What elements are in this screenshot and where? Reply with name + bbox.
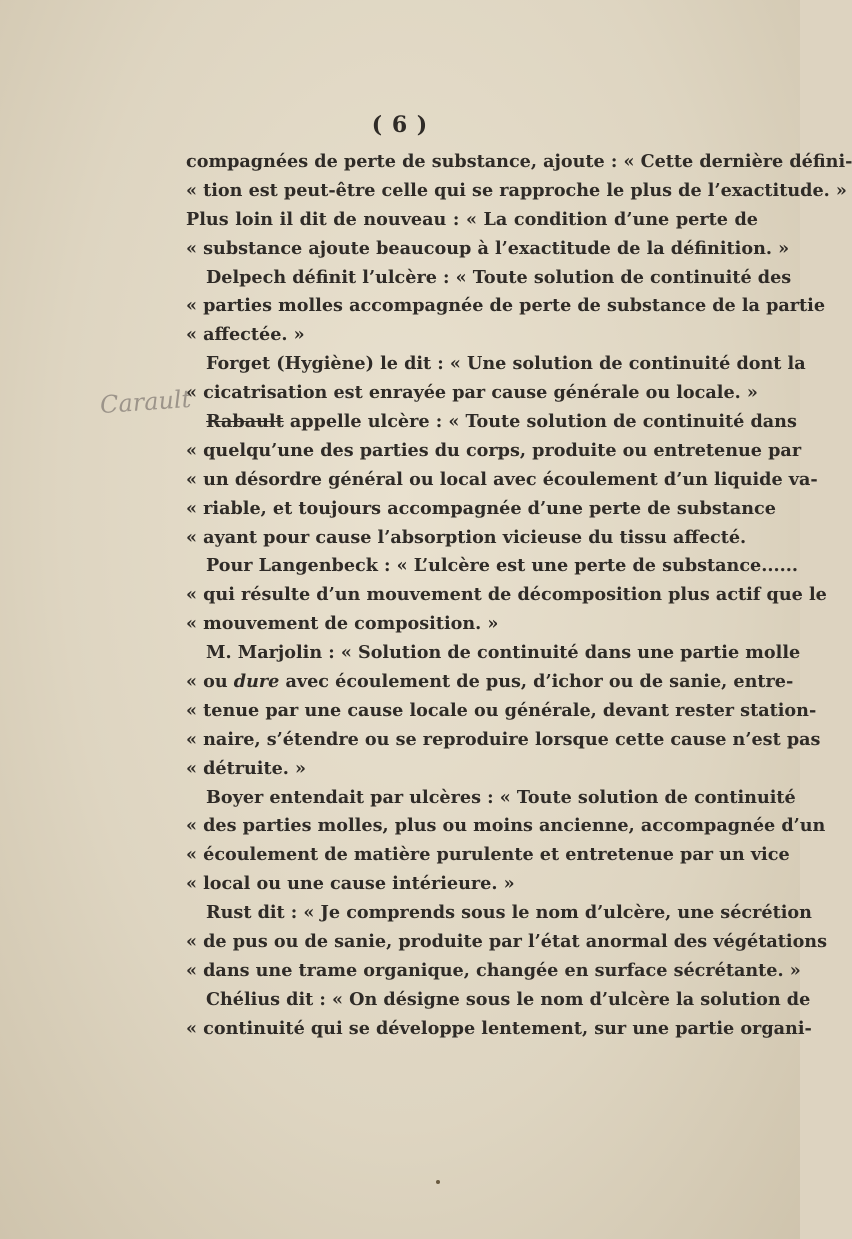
line-text: Delpech définit l’ulcère : « Toute solution de continuité des [206,266,792,288]
text-line [186,784,796,813]
text-line [186,639,801,668]
text-line [186,610,758,639]
line-text: « tenue par une cause locale ou générale, devant rester station- [186,699,817,721]
line-text: « de pus ou de sanie, produite par l’état anormal des végétations [186,931,827,953]
line-text: Chélius dit : « On désigne sous le nom d’ulcère la solution de [206,988,811,1010]
line-text: « naire, s’étendre ou se reproduire lorsque cette cause n’est pas [186,728,821,750]
line-text: « parties molles accompagnée de perte de substance de la partie [186,295,826,317]
text-line [186,552,799,581]
text-line [186,495,776,524]
line-text: appelle ulcère : « Toute solution de continuité dans [283,411,797,433]
line-text: avec écoulement de pus, d’ichor ou de sanie, entre- [279,671,794,693]
handwritten-margin-note: Carault [99,384,193,420]
text-line [186,581,827,610]
italic-word: dure [233,671,280,693]
line-text: « écoulement de matière purulente et entretenue par un vice [186,844,790,866]
text-line [186,668,794,697]
text-line [186,1015,812,1044]
paper-speck [436,1180,440,1184]
text-line [186,957,801,986]
line-text: compagnées de perte de substance, ajoute : « Cette dernière défini- [186,151,852,172]
line-text: « substance ajoute beaucoup à l’exactitude de la définition. » [186,237,790,259]
text-line [186,726,821,755]
text-line [186,408,797,437]
line-text: « local ou une cause intérieure. » [186,873,515,895]
text-line [186,928,827,957]
line-text: « quelqu’une des parties du corps, produite ou entretenue par [186,439,802,461]
text-line [186,379,758,408]
line-text: « un désordre général ou local avec écoulement d’un liquide va- [186,468,818,490]
page-number: ( 6 ) [371,112,429,138]
text-line [186,697,817,726]
line-text: « cicatrisation est enrayée par cause générale ou locale. » [186,382,758,404]
line-text: « affectée. » [186,324,305,346]
line-text: Plus loin il dit de nouveau : « La condition d’une perte de [186,208,758,230]
line-text: « qui résulte d’un mouvement de décomposition plus actif que le [186,584,827,606]
line-text: « détruite. » [186,757,307,779]
body-text [186,148,852,1044]
text-line [186,350,806,379]
line-text: Boyer entendait par ulcères : « Toute solution de continuité [206,786,796,808]
text-line [186,177,847,206]
text-line [186,437,802,466]
struck-name: Rabault [206,411,284,433]
text-line [186,870,758,899]
line-text: « des parties molles, plus ou moins ancienne, accompagnée d’un [186,815,826,837]
text-line [186,321,758,350]
line-text: « mouvement de composition. » [186,613,499,635]
text-line [186,466,818,495]
line-text: M. Marjolin : « Solution de continuité dans une partie molle [206,642,801,664]
line-text: Forget (Hygiène) le dit : « Une solution de continuité dont la [206,353,806,375]
line-text: « ayant pour cause l’absorption vicieuse du tissu affecté. [186,526,747,548]
text-line [186,148,852,177]
line-text: « tion est peut-être celle qui se rapproche le plus de l’exactitude. » [186,179,847,201]
text-line [186,292,826,321]
text-line [186,235,790,264]
text-line [186,812,826,841]
line-text: « dans une trame organique, changée en surface sécrétante. » [186,959,801,981]
line-text: « riable, et toujours accompagnée d’une perte de substance [186,497,776,519]
line-text: « continuité qui se développe lentement, sur une partie organi- [186,1017,812,1039]
text-line [186,524,758,553]
line-text: Rust dit : « Je comprends sous le nom d’ulcère, une sécrétion [206,902,812,924]
text-line [186,755,758,784]
line-text: Pour Langenbeck : « L’ulcère est une perte de substance...... [206,555,799,577]
line-prefix: « ou [186,671,234,693]
text-line [186,264,792,293]
text-line [186,841,790,870]
text-line [186,899,812,928]
text-line [186,206,758,235]
text-line [186,986,811,1015]
